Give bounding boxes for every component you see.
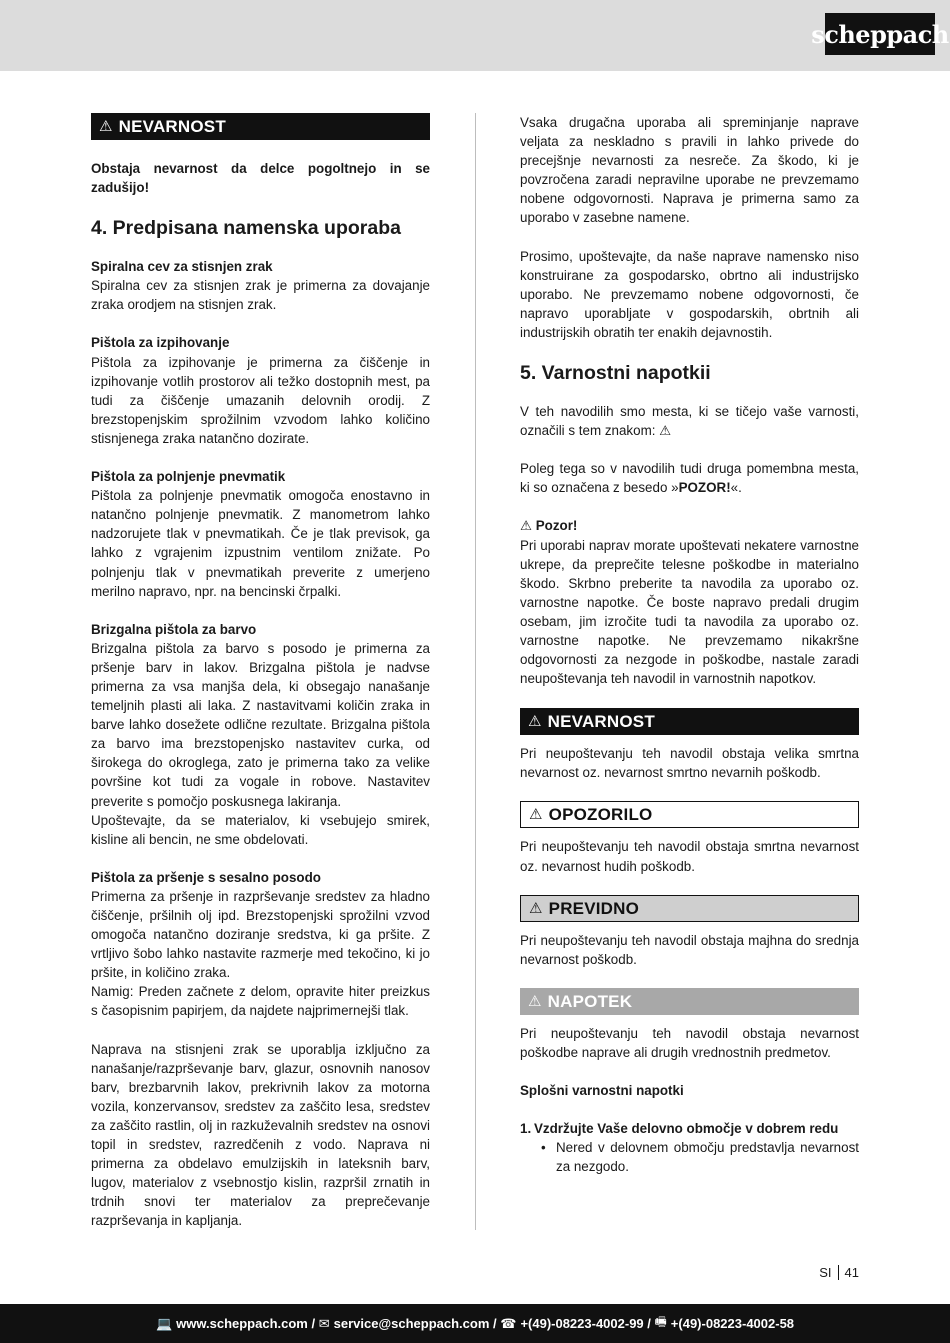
- banner-text: Pri neupoštevanju teh navodil obstaja velika smrtna nevarnost oz. nevarnost smrtno nevarnih poškodb.: [520, 746, 859, 781]
- bullet-item: [541, 1138, 859, 1176]
- item-text: Namig: Preden začnete z delom, opravite hiter preizkus s časopisnim papirjem, da najdete najprimernejši tlak.: [91, 984, 430, 1019]
- danger-banner-label: NEVARNOST: [118, 116, 226, 136]
- footer-bar: 💻 www.scheppach.com / ✉ service@scheppach.com / ☎ +(49)-08223-4002-99 / 🖷 +(49)-08223-4002-58: [0, 1304, 950, 1343]
- footer-website[interactable]: www.scheppach.com: [176, 1316, 308, 1331]
- banner-text: Pri neupoštevanju teh navodil obstaja nevarnost poškodbe naprave ali drugih vrednostnih predmetov.: [520, 1025, 859, 1060]
- warning-banner: [520, 801, 859, 828]
- banner-label: PREVIDNO: [548, 898, 640, 918]
- item-text: Pištola za izpihovanje je primerna za čiščenje in izpihovanje votlih prostorov ali težko dostopnih mest, pa tudi za čiščenje umazanih delovnih orodij. Z brezstopenjskim sprožilnim vzvodom lahko količino stisnjenega zraka natančno dozirate.: [91, 354, 430, 446]
- warning-triangle-icon: ⚠: [528, 713, 542, 731]
- warning-triangle-icon: ⚠: [528, 992, 542, 1010]
- bullet-icon: •: [541, 1140, 546, 1156]
- page-number-value: 41: [844, 1265, 859, 1280]
- item-title: Spiralna cev za stisnjen zrak: [91, 259, 273, 275]
- general-safety-title: Splošni varnostni napotki: [520, 1083, 684, 1098]
- section-title-4: 4. Predpisana namenska uporaba: [91, 217, 401, 240]
- caution-banner: [520, 895, 859, 922]
- warning-triangle-icon: ⚠: [529, 806, 543, 824]
- pozor-text: Pri uporabi naprav morate upoštevati nekatere varnostne ukrepe, da preprečite telesne poškodbe in materialno škodo. Skrbno preberite ta navodila za uporabo oz. varnostne napotke. Če boste napravo predali drugim osebam, jim izročite tudi ta navodila za uporabo oz. varnostne napotke. Ne prevzemamo nikakršne odgovornosti za nezgode in poškodbe, nastale zaradi neupoštevanja teh navodil in varnostnih napotkov.: [520, 537, 859, 687]
- page-language: SI: [819, 1265, 832, 1280]
- banner-label: NAPOTEK: [547, 991, 633, 1011]
- computer-icon: 💻: [155, 1315, 173, 1331]
- item-text: Primerna za pršenje in razprševanje sredstev za hladno čiščenje, pršilnih olj ipd. Brezstopenjski sprožilni vzvod omogoča natančno doziranje sredstva, ki ga pršite. Z vrtljivo šobo lahko nastavite razmerje med tekočino, ki jo pršite, in količino zraka.: [91, 888, 430, 981]
- bullet-text: Nered v delovnem območju predstavlja nevarnost za nezgodo.: [556, 1140, 859, 1175]
- section-title-5: 5. Varnostni napotkii: [520, 362, 711, 385]
- item-text: Brizgalna pištola za barvo s posodo je primerna za pršenje barv in lakov. Brizgalna pištola je nadvse primerna za vsa manjša dela, ki obsegajo nanašanje temeljnih plasti ali laka. Z nastavitvami količin zraka in barve lahko dosežete odlične rezultate. Brizgalna pištola za barvo ima brezstopenjsko nastavitev curka, od širokega do okroglega, zato je primerna tako za velike površine kot tudi za vogale in robove. Nastavitev preverite s pomočjo poskusnega lakiranja.: [91, 640, 430, 809]
- mail-icon: ✉: [318, 1315, 330, 1331]
- page-number-separator: [838, 1265, 839, 1280]
- header-bar: [0, 0, 950, 71]
- notice-banner: [520, 988, 859, 1015]
- pozor-paragraph: Poleg tega so v navodilih tudi druga pomembna mesta, ki so označena z besedo »POZOR!«.: [520, 461, 859, 496]
- intended-use-paragraph: Vsaka drugačna uporaba ali spreminjanje naprave veljata za neskladno s pravili in lahko privede do precejšnje nevarnosti za nesreče. Za škodo, ki je povzročena zaradi nepravilne uporabe ne prevzemamo nobene odgovornosti. Naprava je primerna samo za uporabo v zasebne namene.: [520, 115, 859, 226]
- symbol-paragraph: V teh navodilih smo mesta, ki se tičejo vaše varnosti, označili s tem znakom: ⚠: [520, 404, 859, 439]
- left-column: [91, 113, 430, 1231]
- commercial-use-paragraph: Prosimo, upoštevajte, da naše naprave namensko niso konstruirane za gospodarsko, obrtno ali industrijsko uporabo. Ne prevzemamo nobene odgovornosti, če napravo uporabljate v gospodarskih, obrtnih ali industrijskih obratih ter enakih dejavnostih.: [520, 248, 859, 340]
- footer-email[interactable]: service@scheppach.com: [333, 1316, 490, 1331]
- danger-banner: [520, 708, 859, 735]
- list-item-title: Vzdržujte Vaše delovno območje v dobrem redu: [534, 1121, 839, 1137]
- item-text: Upoštevajte, da se materialov, ki vsebujejo smirek, kisline ali bencin, ne sme obdelovati.: [91, 812, 430, 847]
- numbered-list-item: [520, 1119, 859, 1138]
- fax-icon: 🖷: [654, 1313, 667, 1329]
- warning-triangle-icon: ⚠: [529, 899, 543, 917]
- column-divider: [475, 113, 476, 1230]
- list-number: 1.: [520, 1121, 532, 1137]
- footer-fax: +(49)-08223-4002-58: [670, 1316, 795, 1331]
- item-title: Pištola za izpihovanje: [91, 335, 230, 351]
- banner-label: NEVARNOST: [547, 712, 655, 732]
- warning-triangle-icon: ⚠: [99, 117, 113, 135]
- footer-phone: +(49)-08223-4002-99: [520, 1316, 644, 1331]
- right-column: [520, 113, 859, 1176]
- phone-icon: ☎: [500, 1315, 517, 1331]
- item-title: Brizgalna pištola za barvo: [91, 621, 257, 637]
- item-text: Spiralna cev za stisnjen zrak je primerna za dovajanje zraka orodjem na stisnjen zrak.: [91, 278, 430, 313]
- item-title: Pištola za pršenje s sesalno posodo: [91, 869, 321, 885]
- item-title: Pištola za polnjenje pnevmatik: [91, 469, 286, 485]
- closing-paragraph: Naprava na stisnjeni zrak se uporablja izključno za nanašanje/razprševanje barv, glazur, osnovnih nanosov barv, brezbarvnih lakov, prekrivnih lakov za motorna vozila, konzervansov, sredstev za zaščito lesa, sredstev za zaščito rastlin, olj in razkuževalnih sredstev na osnovi topil in sredstev, razredčenih z vodo. Naprava ni primerna za obdelavo emulzijskih in lateksnih barv, lugov, materialov z vsebnostjo kislin, razpršil zrnatih in trdnih snovi ter materialov za preprečevanje razprševanja in kapljanja.: [91, 1041, 430, 1229]
- item-text: Pištola za polnjenje pnevmatik omogoča enostavno in natančno polnjenje pnevmatik. Z manometrom lahko nadzorujete tlak v pnevmatikah. Če je tlak previsok, ga lahko z vgrajenim izpustnim ventilom znižate. Po polnjenju tlak v pnevmatikah preverite z umerjeno merilno napravo, npr. na bencinski črpalki.: [91, 488, 430, 599]
- danger-banner: [91, 113, 430, 140]
- banner-label: OPOZORILO: [548, 805, 653, 825]
- danger-text: Obstaja nevarnost da delce pogoltnejo in se zadušijo!: [91, 161, 430, 196]
- page-number: [819, 1265, 859, 1280]
- banner-text: Pri neupoštevanju teh navodil obstaja smrtna nevarnost oz. nevarnost hudih poškodb.: [520, 839, 859, 874]
- banner-text: Pri neupoštevanju teh navodil obstaja majhna do srednja nevarnost poškodb.: [520, 932, 859, 967]
- scheppach-logo: scheppach: [825, 13, 935, 55]
- pozor-title: ⚠ Pozor!: [520, 518, 578, 534]
